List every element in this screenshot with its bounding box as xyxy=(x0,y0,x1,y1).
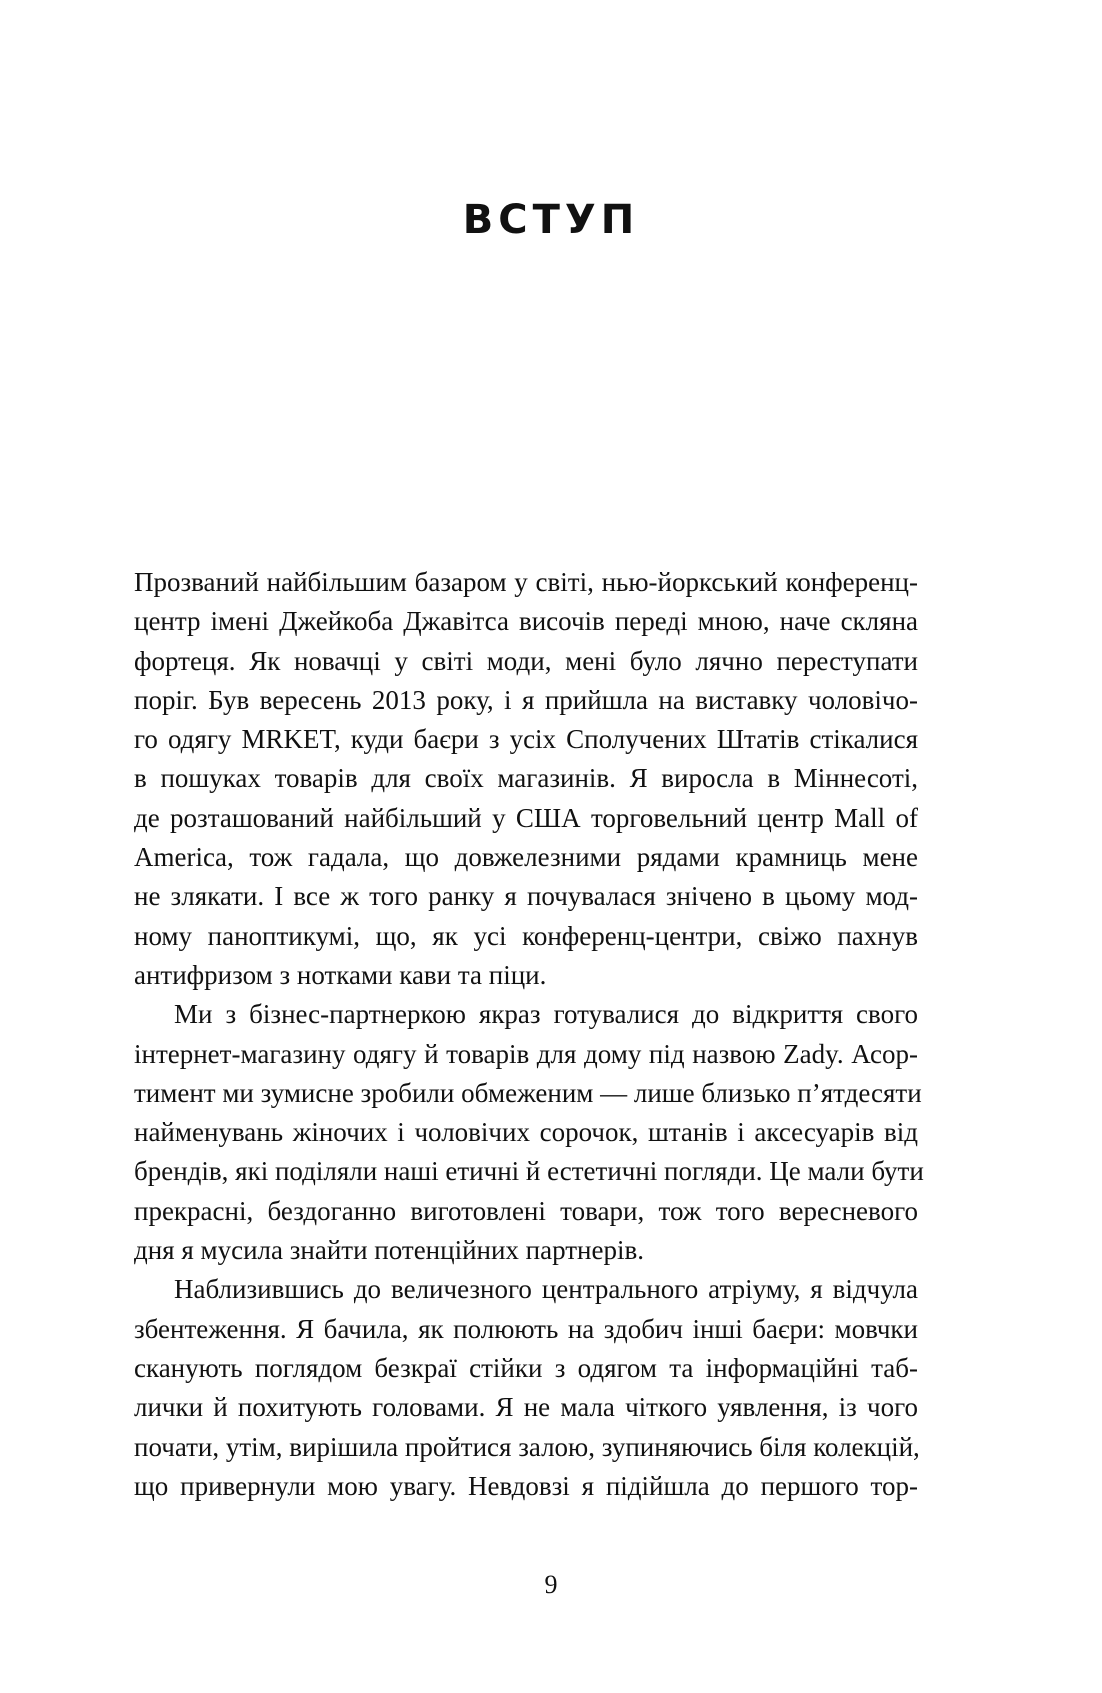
chapter-title: ВСТУП xyxy=(462,197,640,243)
page-number: 9 xyxy=(544,1570,558,1599)
text-line: America, тож гадала, що довжелезними рядами крамниць мене xyxy=(134,842,918,873)
text-line: Прозваний найбільшим базаром у світі, нью-йоркський конференц- xyxy=(134,567,918,597)
text-line: сканують поглядом безкраї стійки з одягом та інформаційні таб- xyxy=(134,1352,918,1383)
text-line: ному паноптикумі, що, як усі конференц-центри, свіжо пахнув xyxy=(134,920,918,951)
text-line: де розташований найбільший у США торговельний центр Mall of xyxy=(134,802,918,833)
text-line: інтернет-магазину одягу й товарів для дому під назвою Zady. Асор- xyxy=(134,1038,918,1069)
text-line: що привернули мою увагу. Невдовзі я підійшла до першого тор- xyxy=(134,1470,918,1501)
text-line: найменувань жіночих і чоловічих сорочок, штанів і аксесуарів від xyxy=(134,1117,918,1148)
text-line: Ми з бізнес-партнеркою якраз готувалися до відкриття свого xyxy=(174,999,918,1030)
text-line: в пошуках товарів для своїх магазинів. Я виросла в Міннесоті, xyxy=(134,763,918,794)
text-line: антифризом з нотками кави та піци. xyxy=(134,959,547,990)
text-line: почати, утім, вирішила пройтися залою, зупиняючись біля колекцій, xyxy=(134,1431,920,1462)
text-line: прекрасні, бездоганно виготовлені товари, тож того вересневого xyxy=(134,1195,918,1226)
text-line: тимент ми зумисне зробили обмеженим — лише близько п’ятдесяти xyxy=(134,1077,922,1108)
text-line: центр імені Джейкоба Джавітса височів переді мною, наче скляна xyxy=(134,606,918,637)
text-line: дня я мусила знайти потенційних партнерів. xyxy=(134,1235,644,1266)
text-line: фортеця. Як новачці у світі моди, мені було лячно переступати xyxy=(134,645,918,676)
paragraph-2 xyxy=(134,995,924,1270)
body-text xyxy=(134,563,924,1506)
paragraph-3 xyxy=(134,1270,918,1506)
text-line: го одягу MRKET, куди баєри з усіх Сполучених Штатів стікалися xyxy=(134,724,918,755)
text-line: поріг. Був вересень 2013 року, і я прийшла на виставку чоловічо- xyxy=(134,684,918,715)
text-line: не злякати. І все ж того ранку я почувалася знічено в цьому мод- xyxy=(134,881,918,912)
paragraph-1 xyxy=(134,563,918,995)
text-line: Наблизившись до величезного центрального атріуму, я відчула xyxy=(174,1274,918,1305)
text-line: збентеження. Я бачила, як полюють на здобич інші баєри: мовчки xyxy=(134,1313,918,1344)
text-line: брендів, які поділяли наші етичні й естетичні погляди. Це мали бути xyxy=(134,1156,924,1187)
text-line: лички й похитують головами. Я не мала чіткого уявлення, із чого xyxy=(134,1392,918,1423)
